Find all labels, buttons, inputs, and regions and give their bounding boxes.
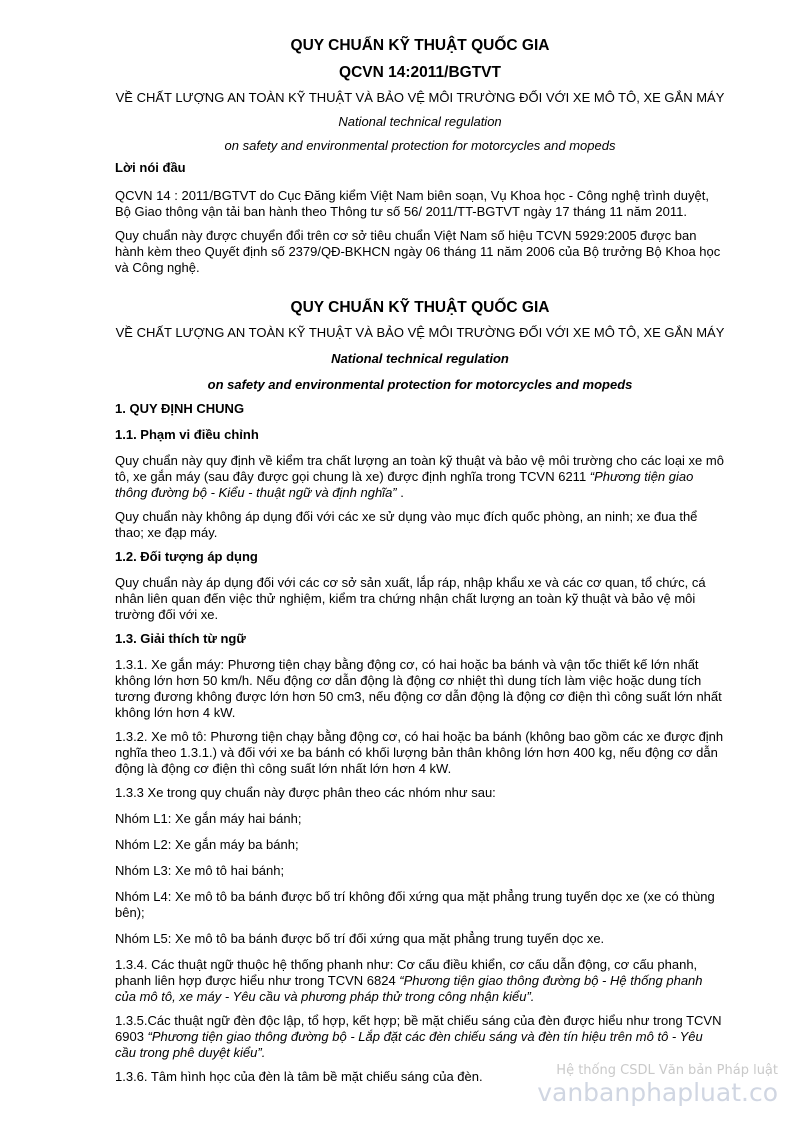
section-1-1-text: Quy chuẩn này quy định về kiểm tra chất lượng an toàn kỹ thuật và bảo vệ môi trường cho các loại xe mô tô, xe gắn máy (sau đây được gọi chung là xe) được định nghĩa trong TCVN 6211 [115, 453, 724, 484]
group-item: Nhóm L2: Xe gắn máy ba bánh; [115, 837, 299, 852]
definition-1-3-6: 1.3.6. Tâm hình học của đèn là tâm bề mặt chiếu sáng của đèn. [115, 1069, 483, 1084]
foreword-paragraph-1: QCVN 14 : 2011/BGTVT do Cục Đăng kiểm Việt Nam biên soạn, Vụ Khoa học - Công nghệ trình duyệt, Bộ Giao thông vận tải ban hành theo Thông tư số 56/ 2011/TT-BGTVT ngày 17 tháng 11 năm 2011. [115, 188, 709, 219]
foreword-paragraph-2: Quy chuẩn này được chuyển đổi trên cơ sở tiêu chuẩn Việt Nam số hiệu TCVN 5929:2005 được ban hành kèm theo Quyết định số 2379/QĐ-BKHCN ngày 06 tháng 11 năm 2006 của Bộ trưởng Bộ Khoa học và Công nghệ. [115, 228, 721, 275]
regulation-title: QUY CHUẨN KỸ THUẬT QUỐC GIA [290, 299, 550, 316]
definition-1-3-5-text: 1.3.5.Các thuật ngữ đèn độc lập, tổ hợp, kết hợp; bề mặt chiếu sáng của đèn được hiểu như trong TCVN 6903 [115, 1013, 722, 1044]
watermark-line-1: Hệ thống CSDL Văn bản Pháp luật [556, 1063, 778, 1078]
section-1-1-end: . [396, 485, 404, 500]
group-item: Nhóm L3: Xe mô tô hai bánh; [115, 863, 285, 878]
document-header [115, 36, 725, 154]
regulation-english-line2: on safety and environmental protection for motorcycles and mopeds [207, 377, 633, 392]
definition-1-3-1: 1.3.1. Xe gắn máy: Phương tiện chạy bằng động cơ, có hai hoặc ba bánh và vận tốc thiết kế lớn nhất không lớn hơn 50 km/h. Nếu động cơ dẫn động là động cơ nhiệt thì dung tích làm việc hoặc dung tích tương đương không được lớn hơn 50 cm3, nếu động cơ dẫn động là động cơ điện thì công suất lớn nhất không lớn hơn 4 kW. [115, 657, 722, 720]
tcvn-6211-title: “Phương tiện giao thông đường bộ - Kiểu - thuật ngữ và định nghĩa” [115, 469, 694, 500]
definition-1-3-3: 1.3.3 Xe trong quy chuẩn này được phân theo các nhóm như sau: [115, 785, 496, 800]
document-subtitle: VỀ CHẤT LƯỢNG AN TOÀN KỸ THUẬT VÀ BẢO VỆ MÔI TRƯỜNG ĐỐI VỚI XE MÔ TÔ, XE GẮN MÁY [115, 90, 725, 105]
tcvn-6824-title: “Phương tiện giao thông đường bộ - Hệ thống phanh của mô tô, xe máy - Yêu cầu và phương pháp thử trong công nhận kiểu”. [115, 973, 703, 1004]
tcvn-6903-title: “Phương tiện giao thông đường bộ - Lắp đặt các đèn chiếu sáng và đèn tín hiệu trên mô tô - Yêu cầu trong phê duyệt kiểu”. [115, 1029, 703, 1060]
document-code: QCVN 14:2011/BGTVT [339, 64, 501, 81]
regulation-english-line1: National technical regulation [331, 351, 509, 366]
regulation-subtitle: VỀ CHẤT LƯỢNG AN TOÀN KỸ THUẬT VÀ BẢO VỆ MÔI TRƯỜNG ĐỐI VỚI XE MÔ TÔ, XE GẮN MÁY [115, 325, 725, 340]
group-item: Nhóm L1: Xe gắn máy hai bánh; [115, 811, 302, 826]
section-1-1-heading: 1.1. Phạm vi điều chỉnh [115, 427, 259, 442]
definition-1-3-4-text: 1.3.4. Các thuật ngữ thuộc hệ thống phanh như: Cơ cấu điều khiển, cơ cấu dẫn động, cơ cấu phanh, phanh liên hợp được hiểu như trong TCVN 6824 [115, 957, 698, 988]
group-item: Nhóm L4: Xe mô tô ba bánh được bố trí không đối xứng qua mặt phẳng trung tuyến dọc xe (xe có thùng bên); [115, 889, 715, 920]
definition-1-3-5 [115, 1013, 725, 1061]
regulation-header [115, 298, 725, 393]
watermark [537, 1063, 778, 1107]
document-title: QUY CHUẨN KỸ THUẬT QUỐC GIA [290, 37, 550, 54]
section-1-3-heading: 1.3. Giải thích từ ngữ [115, 631, 246, 646]
section-1-2-heading: 1.2. Đối tượng áp dụng [115, 549, 258, 564]
group-item: Nhóm L5: Xe mô tô ba bánh được bố trí đối xứng qua mặt phẳng trung tuyến dọc xe. [115, 931, 605, 946]
definition-1-3-4 [115, 957, 725, 1005]
section-1-1-paragraph-2: Quy chuẩn này không áp dụng đối với các xe sử dụng vào mục đích quốc phòng, an ninh; xe đua thể thao; xe đạp máy. [115, 509, 698, 540]
watermark-line-2: vanbanphapluat.co [537, 1078, 778, 1107]
english-title-line2: on safety and environmental protection for motorcycles and mopeds [224, 138, 616, 153]
definition-1-3-2: 1.3.2. Xe mô tô: Phương tiện chạy bằng động cơ, có hai hoặc ba bánh (không bao gồm các xe được định nghĩa theo 1.3.1.) và đối với xe ba bánh có khối lượng bản thân không lớn hơn 400 kg, nếu động cơ dẫn động là động cơ điện thì công suất lớn nhất lớn hơn 4 kW. [115, 729, 724, 776]
section-1-heading: 1. QUY ĐỊNH CHUNG [115, 401, 245, 416]
english-title-line1: National technical regulation [338, 114, 502, 129]
foreword-heading: Lời nói đầu [115, 160, 186, 175]
section-1-1-paragraph-1 [115, 453, 725, 501]
section-1-2-paragraph: Quy chuẩn này áp dụng đối với các cơ sở sản xuất, lắp ráp, nhập khẩu xe và các cơ quan, tổ chức, cá nhân liên quan đến việc thử nghiệm, kiểm tra chứng nhận chất lượng an toàn kỹ thuật và bảo vệ môi trường đối với xe. [115, 575, 706, 622]
document-page [115, 36, 725, 1085]
